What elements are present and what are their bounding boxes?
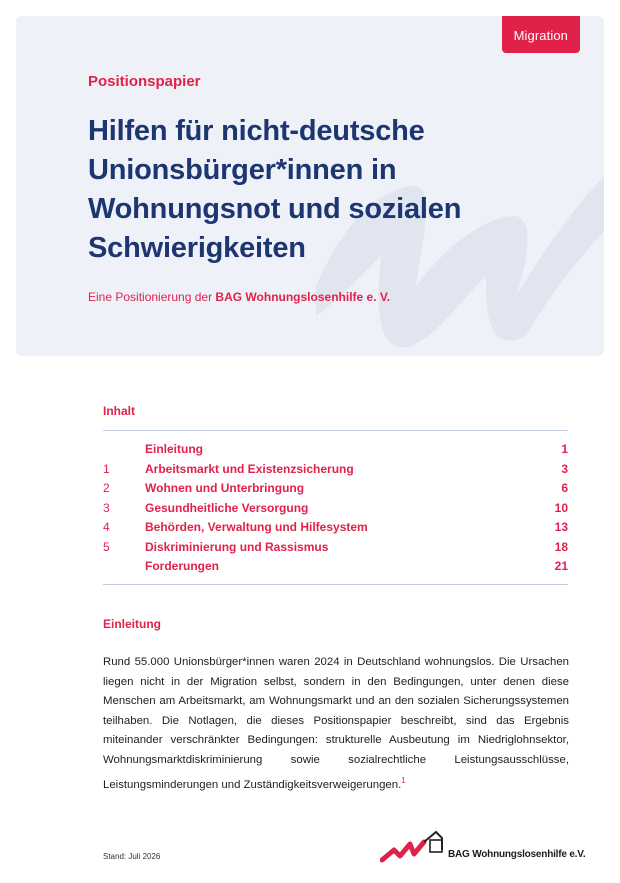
toc-top-divider <box>103 430 568 431</box>
toc-item[interactable] <box>103 460 568 480</box>
toc-bottom-divider <box>103 584 568 585</box>
toc-item-label: Arbeitsmarkt und Existenzsicherung <box>145 461 354 476</box>
toc-item-page: 13 <box>554 520 568 534</box>
toc-item-label: Wohnen und Unterbringung <box>145 481 305 495</box>
toc-item-number: 4 <box>103 520 110 534</box>
document-title: Hilfen für nicht-deutsche Unionsbürger*innen in Wohnungsnot und sozialen Schwierigkeiten <box>88 115 462 264</box>
toc-item-page: 10 <box>554 500 568 515</box>
toc-item[interactable] <box>103 499 568 519</box>
toc-item[interactable] <box>103 557 568 577</box>
toc-item-page: 1 <box>561 442 568 456</box>
footnote-marker[interactable]: 1 <box>401 775 406 785</box>
toc-item[interactable] <box>103 538 568 558</box>
toc-heading: Inhalt <box>103 404 135 418</box>
toc-item-page: 3 <box>561 461 568 476</box>
section-heading: Einleitung <box>103 617 161 631</box>
intro-paragraph <box>103 653 569 795</box>
toc-item-page: 6 <box>561 481 568 495</box>
toc-item-label: Forderungen <box>145 559 219 573</box>
toc-item-label: Behörden, Verwaltung und Hilfesystem <box>145 520 368 534</box>
document-subtitle <box>88 290 390 304</box>
table-of-contents <box>103 440 568 577</box>
toc-item-number: 3 <box>103 500 110 515</box>
subtitle-prefix: Eine Positionierung der <box>88 290 216 304</box>
category-tag: Migration <box>502 16 580 53</box>
bag-w-house-logo-icon <box>380 826 580 870</box>
subtitle-organization: BAG Wohnungslosenhilfe e. V. <box>215 290 391 304</box>
toc-item-number: 1 <box>103 461 110 476</box>
toc-item-label: Einleitung <box>145 442 203 456</box>
logo-wordmark: BAG Wohnungslosenhilfe e.V. <box>448 849 586 860</box>
intro-text: Rund 55.000 Unionsbürger*innen waren 2024 in Deutschland wohnungslos. Die Ursachen liegen nicht in der Migration selbst, sondern in den Bedingungen, unter denen diese Menschen am Arbeitsmarkt, am Wohnungsmarkt und an den sozialen Sicherungssystemen teilhaben. Die Notlagen, die dieses Positionspapier beschreibt, sind das Ergebnis miteinander verschränkter Bedingungen: strukturelle Ausbeutung im Niedriglohnsektor, Wohnungsmarktdiskriminierung sowie sozialrechtliche Leistungsausschlüsse, Leistungsminderungen und Zuständigkeitsverweigerungen. <box>103 656 569 791</box>
document-date: Stand: Juli 2026 <box>103 852 161 861</box>
toc-item[interactable] <box>103 479 568 499</box>
toc-item-number: 5 <box>103 539 110 554</box>
toc-item-label: Gesundheitliche Versorgung <box>145 500 309 515</box>
toc-item[interactable] <box>103 518 568 538</box>
toc-item-page: 18 <box>554 539 568 554</box>
document-type-label: Positionspapier <box>88 73 201 90</box>
toc-item[interactable] <box>103 440 568 460</box>
toc-item-page: 21 <box>554 559 568 573</box>
toc-item-number: 2 <box>103 481 110 495</box>
toc-item-label: Diskriminierung und Rassismus <box>145 539 329 554</box>
